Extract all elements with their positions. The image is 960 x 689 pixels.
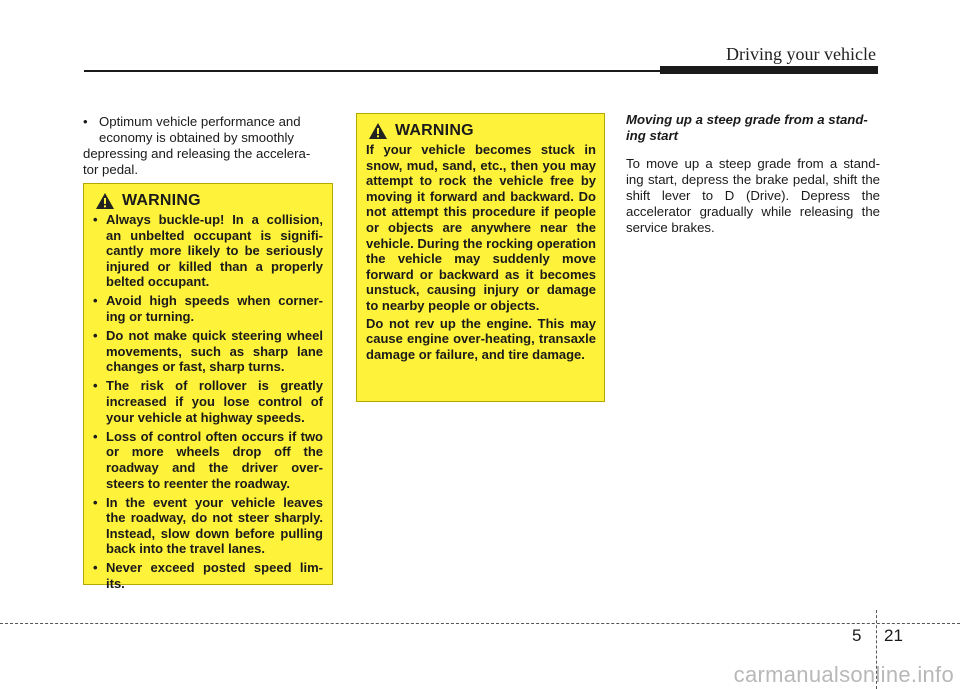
warning-item: • Do not make quick steering wheel movements, such as sharp lane changes or fast, sharp turns. <box>93 328 323 375</box>
warning-item: • In the event your vehicle leaves the roadway, do not steer sharply. Instead, slow down before pulling back into the travel lanes. <box>93 494 323 557</box>
intro-line-4: tor pedal. <box>83 162 138 177</box>
warning-header <box>95 192 323 210</box>
warning-box-driving <box>83 183 333 592</box>
section-title: Driving your vehicle <box>726 44 876 64</box>
intro-bullet: • Optimum vehicle performance and economy is obtained by smoothly depressing and releasing the accelera- tor pedal. <box>83 114 335 178</box>
intro-line-3: depressing and releasing the accelera- <box>83 146 311 161</box>
warning-paragraph: If your vehicle becomes stuck in snow, mud, sand, etc., then you may attempt to rock the vehicle free by moving it forward and backward. Do not attempt this procedure if people or objects are anywhere near the vehicle. During the rocking operation the vehicle may suddenly move forward or backward as it becomes unstuck, causing injury or damage to nearby people or objects. <box>366 142 596 313</box>
warning-list <box>93 212 323 592</box>
warning-label: WARNING <box>122 192 201 209</box>
subsection-heading: Moving up a steep grade from a stand- ing start <box>626 112 868 143</box>
warning-label: WARNING <box>395 122 474 139</box>
watermark: carmanualsonline.info <box>733 662 954 687</box>
warning-paragraph: Do not rev up the engine. This may cause engine over-heating, transaxle damage or failure, and tire damage. <box>366 315 596 362</box>
intro-line-2: economy is obtained by smoothly <box>99 130 294 145</box>
chapter-number: 5 <box>852 626 862 645</box>
header-rule-thick <box>660 66 878 74</box>
warning-item: • Never exceed posted speed lim- its. <box>93 560 323 592</box>
page-number: 21 <box>884 626 903 645</box>
warning-triangle-icon <box>95 192 115 210</box>
intro-line-1: Optimum vehicle performance and <box>99 114 301 129</box>
warning-header <box>368 122 596 140</box>
subsection-body: To move up a steep grade from a stand- ing start, depress the brake pedal, shift the shift lever to D (Drive). Depress the accelerator gradually while releasing the service brakes. <box>626 156 880 235</box>
warning-item: • Avoid high speeds when corner- ing or turning. <box>93 293 323 325</box>
warning-item: • Always buckle-up! In a collision, an unbelted occupant is signifi- cantly more likely to be seriously injured or killed than a properly belted occupant. <box>93 212 323 290</box>
header-rule-thin <box>84 70 664 72</box>
warning-item: • Loss of control often occurs if two or more wheels drop off the roadway and the driver over- steers to reenter the roadway. <box>93 428 323 491</box>
warning-item: • The risk of rollover is greatly increased if you lose control of your vehicle at highway speeds. <box>93 378 323 425</box>
warning-triangle-icon <box>368 122 388 140</box>
footer-divider <box>0 623 960 624</box>
warning-box-stuck-vehicle <box>356 113 605 402</box>
